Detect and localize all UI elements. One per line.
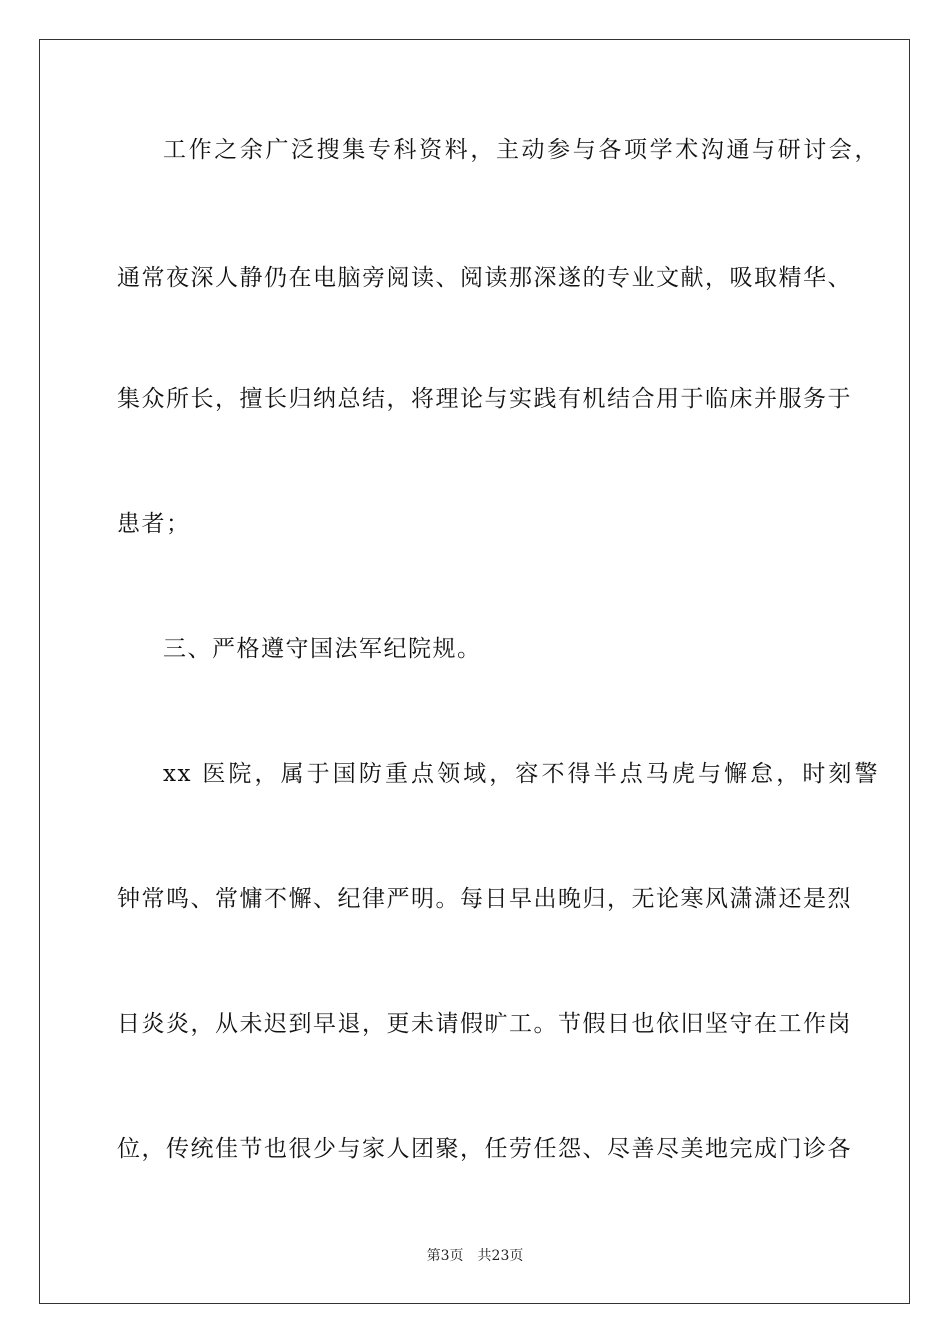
body-text-line: 钟常鸣、常慵不懈、纪律严明。每日早出晚归，无论寒风潇潇还是烈 — [117, 886, 852, 912]
body-text-line: 患者； — [117, 511, 191, 537]
page-total: 共23页 — [477, 1248, 524, 1264]
body-text-line: xx 医院，属于国防重点领域，容不得半点马虎与懈怠，时刻警 — [163, 761, 879, 787]
page-frame — [39, 39, 910, 1304]
body-text-line: 日炎炎，从未迟到早退，更未请假旷工。节假日也依旧坚守在工作岗 — [117, 1011, 852, 1037]
body-text-line: 工作之余广泛搜集专科资料，主动参与各项学术沟通与研讨会， — [163, 137, 879, 163]
page-number: 第3页 — [426, 1248, 464, 1264]
body-text-line: 位，传统佳节也很少与家人团聚，任劳任怨、尽善尽美地完成门诊各 — [117, 1136, 852, 1162]
page-footer — [0, 1247, 950, 1265]
section-heading: 三、严格遵守国法军纪院规。 — [163, 636, 482, 662]
body-text-line: 通常夜深人静仍在电脑旁阅读、阅读那深遂的专业文献，吸取精华、 — [117, 265, 852, 291]
body-text-line: 集众所长，擅长归纳总结，将理论与实践有机结合用于临床并服务于 — [117, 386, 852, 412]
